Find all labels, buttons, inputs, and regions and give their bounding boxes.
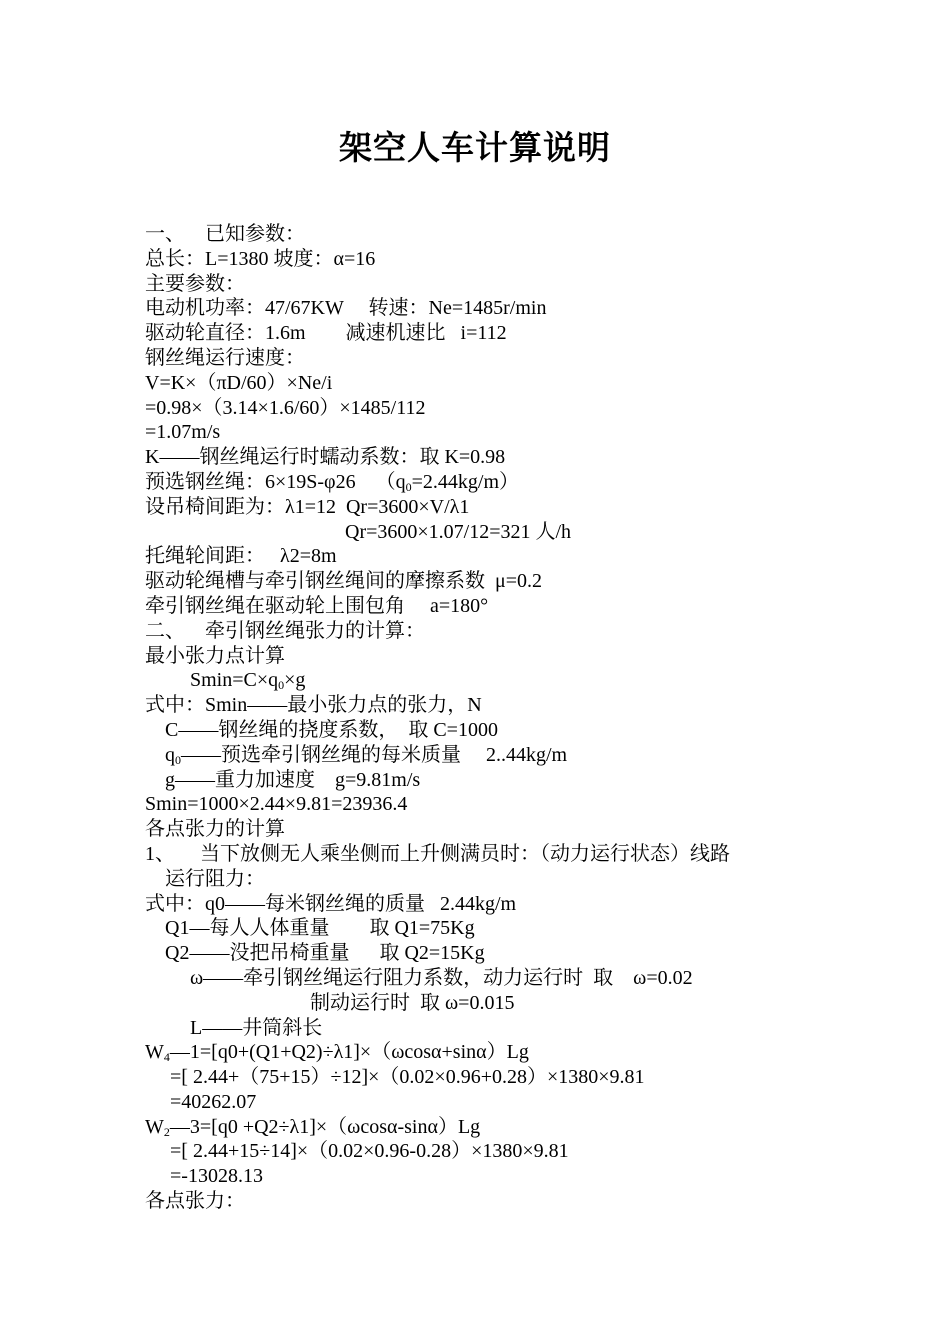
text-line: 总长：L=1380 坡度：α=16 [145,247,376,270]
formula-line: =[ 2.44+15÷14]×（0.02×0.96-0.28）×1380×9.81 [145,1140,569,1163]
smin-tail: ×g [284,669,306,692]
subscript: 0 [175,752,181,767]
w2-tail: —3=[q0 +Q2÷λ1]×（ωcosα-sinα）Lg [169,1115,481,1138]
formula-line: =0.98×（3.14×1.6/60）×1485/112 [145,396,426,419]
w4-tail: —1=[q0+(Q1+Q2)÷λ1]×（ωcosα+sinα）Lg [169,1041,529,1064]
q0-label: q [145,743,175,766]
formula-line: =-13028.13 [145,1165,263,1188]
section-heading-known-params: 一、 已知参数： [145,223,305,245]
subscript: 2 [163,1124,170,1139]
rope-tail: =2.44kg/m） [411,470,520,493]
text-line: K——钢丝绳运行时蠕动系数：取 K=0.98 [145,446,506,469]
text-line: 牵引钢丝绳在驱动轮上围包角 a=180° [145,594,489,617]
formula-line: =1.07m/s [145,421,221,444]
text-line: 式中：Smin——最小张力点的张力，N [145,694,482,717]
subscript: 4 [163,1050,170,1065]
text-line: 主要参数： [145,272,245,295]
rope-label: 预选钢丝绳：6×19S-φ26 （q [145,470,406,493]
w4-label: W [145,1041,164,1064]
formula-line: Smin=1000×2.44×9.81=23936.4 [145,793,408,816]
text-line: 1、 当下放侧无人乘坐侧而上升侧满员时：（动力运行状态）线路 [145,842,730,865]
text-line: 驱动轮直径：1.6m 减速机速比 i=112 [145,322,507,345]
formula-line: Qr=3600×1.07/12=321 人/h [145,520,572,543]
text-line: 式中：q0——每米钢丝绳的质量 2.44kg/m [145,892,517,915]
text-line-rope [145,470,835,495]
text-line: 驱动轮绳槽与牵引钢丝绳间的摩擦系数 μ=0.2 [145,570,543,593]
formula-line: V=K×（πD/60）×Ne/i [145,371,333,394]
formula-line: =40262.07 [145,1090,257,1113]
text-line: C——钢丝绳的挠度系数， 取 C=1000 [145,718,498,741]
text-line: 制动运行时 取 ω=0.015 [145,991,515,1014]
formula-line-w2 [145,1115,835,1140]
text-line: ω——牵引钢丝绳运行阻力系数，动力运行时 取 ω=0.02 [145,966,693,989]
q0-tail: ——预选牵引钢丝绳的每米质量 2..44kg/m [181,743,568,766]
w2-label: W [145,1115,164,1138]
formula-line: 设吊椅间距为：λ1=12 Qr=3600×V/λ1 [145,495,470,518]
text-line: 运行阻力： [145,867,265,890]
formula-line-w4 [145,1040,835,1065]
text-line: 各点张力的计算 [145,818,285,841]
formula-line: =[ 2.44+（75+15）÷12]×（0.02×0.96+0.28）×1380×9.81 [145,1066,645,1089]
text-line: g——重力加速度 g=9.81m/s [145,768,421,791]
text-line: 托绳轮间距： λ2=8m [145,545,337,568]
text-line: Q2——没把吊椅重量 取 Q2=15Kg [145,942,485,965]
text-line: 各点张力： [145,1190,245,1213]
smin-label: Smin=C×q [145,669,279,692]
subscript: 0 [278,678,285,693]
text-line: 电动机功率：47/67KW 转速：Ne=1485r/min [145,297,547,320]
section-heading-tension: 二、 牵引钢丝绳张力的计算： [145,619,425,642]
text-line: Q1—每人人体重量 取 Q1=75Kg [145,917,475,940]
document-title: 架空人车计算说明 [339,131,611,167]
document-body [145,222,835,1214]
text-line: 最小张力点计算 [145,644,285,667]
formula-line-smin [145,668,835,693]
text-line: 钢丝绳运行速度： [145,346,305,369]
text-line: L——井筒斜长 [145,1016,323,1039]
subscript: 0 [405,479,412,494]
text-line-q0 [145,743,835,768]
